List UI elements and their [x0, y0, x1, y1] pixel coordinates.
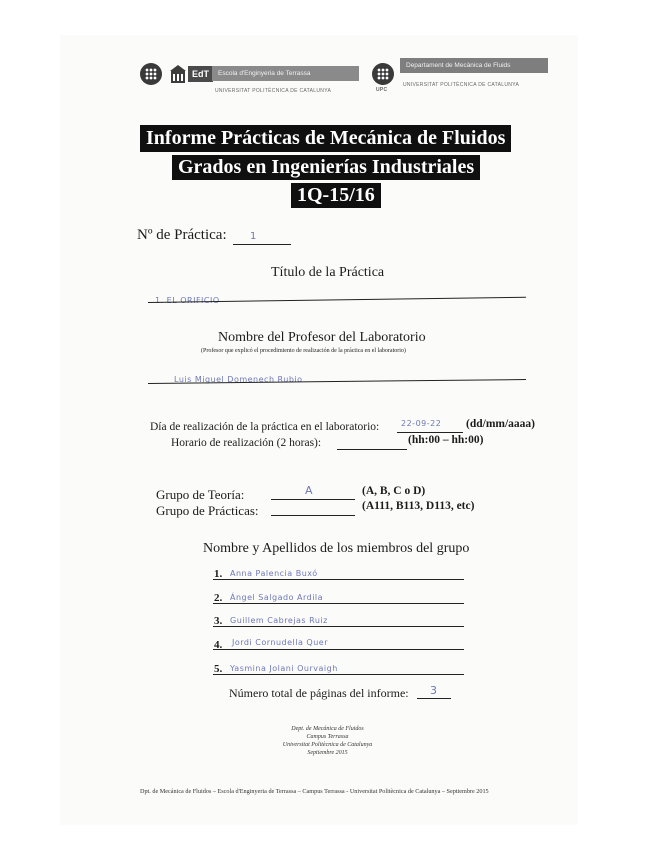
titulo-heading: Título de la Práctica — [271, 265, 385, 280]
eet-acronym: EdT — [188, 66, 213, 82]
footer-dept: Dept. de Mecánica de Fluidos — [291, 726, 364, 732]
miembro-line — [213, 579, 464, 580]
miembro-name: Ángel Salgado Ardila — [230, 593, 324, 602]
fecha-label: Día de realización de la práctica en el laboratorio: — [150, 421, 380, 433]
miembro-name: Jordi Cornudella Quer — [232, 638, 328, 647]
eet-building-icon — [170, 64, 184, 84]
eet-name: Escola d'Enginyeria de Terrassa — [212, 66, 359, 81]
miembro-line — [213, 603, 464, 604]
dept-subtitle: UNIVERSITAT POLITÈCNICA DE CATALUNYA — [403, 82, 520, 88]
practica-line — [233, 244, 291, 245]
profesor-heading: Nombre del Profesor del Laboratorio — [218, 330, 426, 345]
teoria-label: Grupo de Teoría: — [156, 487, 245, 502]
footer-block — [0, 725, 655, 757]
upc-logo-icon-2 — [372, 63, 394, 85]
miembro-name: Yasmina Jolani Ourvaigh — [230, 664, 338, 673]
title-line-1: Informe Prácticas de Mecánica de Fluidos — [140, 125, 511, 152]
miembro-name: Anna Palencia Buxó — [230, 569, 318, 578]
paginas-line — [417, 698, 451, 699]
upc-label: UPC — [376, 87, 388, 93]
profesor-value: Luis Miguel Domenech Rubio — [174, 375, 303, 384]
practicas-line — [271, 515, 355, 516]
footer-date: Septiembre 2015 — [307, 750, 348, 756]
miembro-line — [213, 626, 464, 627]
practica-label: Nº de Práctica: — [137, 227, 227, 243]
paginas-label: Número total de páginas del informe: — [229, 686, 409, 700]
profesor-note: (Profesor que explicó el procedimiento de realización de la práctica en el laboratorio) — [201, 348, 406, 354]
practicas-hint: (A111, B113, D113, etc) — [362, 500, 475, 512]
footer-line: Dpt. de Mecánica de Fluidos – Escola d'Enginyeria de Terrassa – Campus Terrassa - Universitat Politècnica de Catalunya – Septiembre 2015 — [140, 788, 489, 795]
horario-format: (hh:00 – hh:00) — [408, 434, 484, 446]
practicas-label: Grupo de Prácticas: — [156, 503, 259, 518]
title-line-3: 1Q-15/16 — [291, 183, 381, 208]
miembro-name: Guillem Cabrejas Ruiz — [230, 616, 328, 625]
title-line-2: Grados en Ingenierías Industriales — [172, 155, 480, 180]
upc-logo-icon — [140, 63, 162, 85]
miembro-num: 3. — [214, 615, 223, 627]
titulo-value: 1. EL ORIFICIO — [155, 296, 220, 305]
paginas-value: 3 — [430, 684, 438, 697]
miembro-num: 5. — [214, 663, 223, 675]
practica-value: 1 — [250, 231, 257, 242]
teoria-hint: (A, B, C o D) — [362, 485, 426, 497]
teoria-value: A — [305, 484, 314, 497]
miembro-line — [213, 649, 464, 650]
horario-line — [337, 449, 407, 450]
fecha-value: 22-09-22 — [401, 419, 442, 428]
eet-subtitle: UNIVERSITAT POLITÈCNICA DE CATALUNYA — [215, 88, 332, 94]
horario-label: Horario de realización (2 horas): — [171, 437, 322, 449]
fecha-line — [397, 432, 463, 433]
miembro-num: 2. — [214, 592, 223, 604]
miembro-num: 4. — [214, 639, 223, 651]
footer-university: Universitat Politècnica de Catalunya — [282, 742, 373, 748]
dept-name: Departament de Mecànica de Fluids — [400, 58, 548, 73]
teoria-line — [271, 499, 355, 500]
footer-campus: Campus Terrassa — [306, 734, 349, 740]
fecha-format: (dd/mm/aaaa) — [466, 418, 535, 430]
miembros-heading: Nombre y Apellidos de los miembros del grupo — [203, 541, 470, 556]
miembro-line — [213, 674, 464, 675]
miembro-num: 1. — [214, 568, 223, 580]
